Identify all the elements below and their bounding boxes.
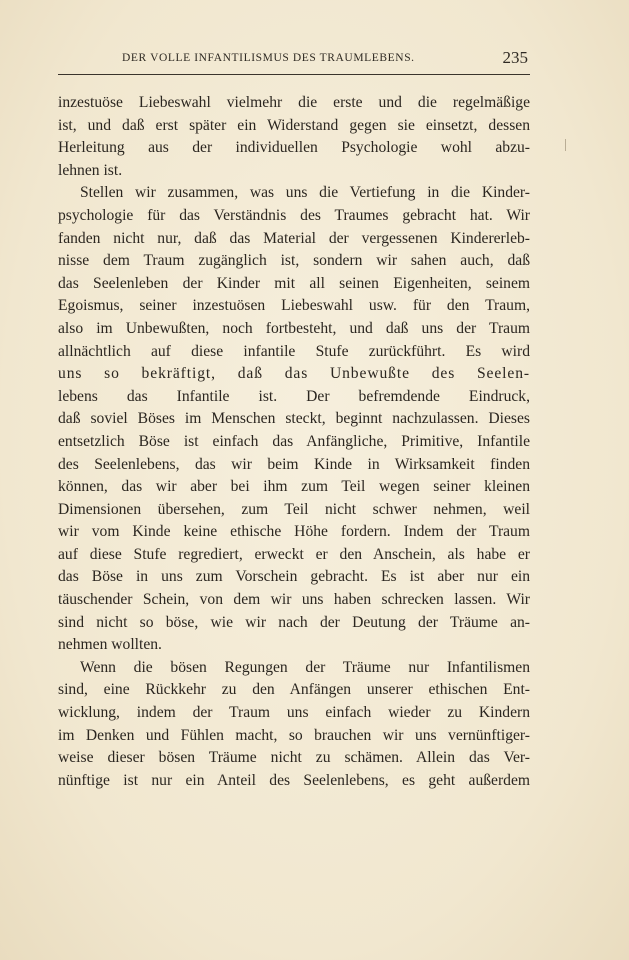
text-line: inzestuöse Liebeswahl vielmehr die erste und die regelmäßige	[58, 94, 530, 111]
page-number: 235	[502, 48, 528, 67]
text-line: allnächtlich auf diese infantile Stufe zurückführt. Es wird	[58, 342, 530, 360]
text-line: Egoismus, seiner inzestuösen Liebeswahl usw. für den Traum,	[58, 297, 530, 315]
text-line: auf diese Stufe regrediert, erweckt er den Anschein, als habe er	[58, 545, 530, 563]
running-head	[58, 50, 530, 75]
text-line: Dimensionen übersehen, zum Teil nicht schwer nehmen, weil	[58, 500, 530, 518]
text-line: Herleitung aus der individuellen Psychologie wohl abzu-	[58, 139, 530, 157]
text-line: psychologie für das Verständnis des Traumes gebracht hat. Wir	[58, 206, 530, 224]
text-line: im Denken und Fühlen macht, so brauchen wir uns vernünftiger-	[58, 726, 530, 744]
text-line: das Seelenleben der Kinder mit all seinen Eigenheiten, seinem	[58, 274, 530, 292]
text-line: entsetzlich Böse ist einfach das Anfängliche, Primitive, Infantile	[58, 432, 530, 450]
text-line: Stellen wir zusammen, was uns die Vertiefung in die Kinder-	[80, 184, 530, 202]
text-line: lehnen ist.	[58, 161, 123, 179]
text-line: Wenn die bösen Regungen der Träume nur Infantilismen	[80, 658, 530, 676]
text-line: wir vom Kinde keine ethische Höhe fordern. Indem der Traum	[58, 523, 530, 541]
text-line: wicklung, indem der Traum uns einfach wieder zu Kindern	[58, 704, 530, 722]
text-line: das Böse in uns zum Vorschein gebracht. Es ist aber nur ein	[58, 568, 530, 586]
text-line: nünftige ist nur ein Anteil des Seelenlebens, es geht außerdem	[58, 771, 530, 789]
text-line: können, das wir aber bei ihm zum Teil wegen seiner kleinen	[58, 478, 530, 496]
text-line: lebens das Infantile ist. Der befremdende Eindruck,	[58, 387, 530, 405]
text-line: sind, eine Rückkehr zu den Anfängen unserer ethischen Ent-	[58, 681, 530, 699]
text-line: daß soviel Böses im Menschen steckt, beginnt nachzulassen. Dieses	[58, 410, 530, 428]
running-title: DER VOLLE INFANTILISMUS DES TRAUMLEBENS.	[122, 52, 415, 64]
text-line: also im Unbewußten, noch fortbesteht, und daß uns der Traum	[58, 319, 530, 337]
text-line: täuschender Schein, von dem wir uns haben schrecken lassen. Wir	[58, 591, 530, 609]
text-line: des Seelenlebens, das wir beim Kinde in Wirksamkeit finden	[58, 455, 530, 473]
text-line: ist, und daß erst später ein Widerstand gegen sie einsetzt, dessen	[58, 116, 530, 134]
text-line: nehmen wollten.	[58, 636, 162, 654]
text-line: nisse dem Traum zugänglich ist, sondern wir sahen auch, daß	[58, 252, 530, 270]
text-line: uns so bekräftigt, daß das Unbewußte des Seelen-	[58, 365, 530, 383]
margin-mark	[565, 139, 566, 151]
text-line: sind nicht so böse, wie wir nach der Deutung der Träume an-	[58, 613, 530, 631]
body-text	[58, 92, 530, 792]
text-line: weise dieser bösen Träume nicht zu schämen. Allein das Ver-	[58, 749, 530, 767]
text-line: fanden nicht nur, daß das Material der vergessenen Kindererleb-	[58, 229, 530, 247]
